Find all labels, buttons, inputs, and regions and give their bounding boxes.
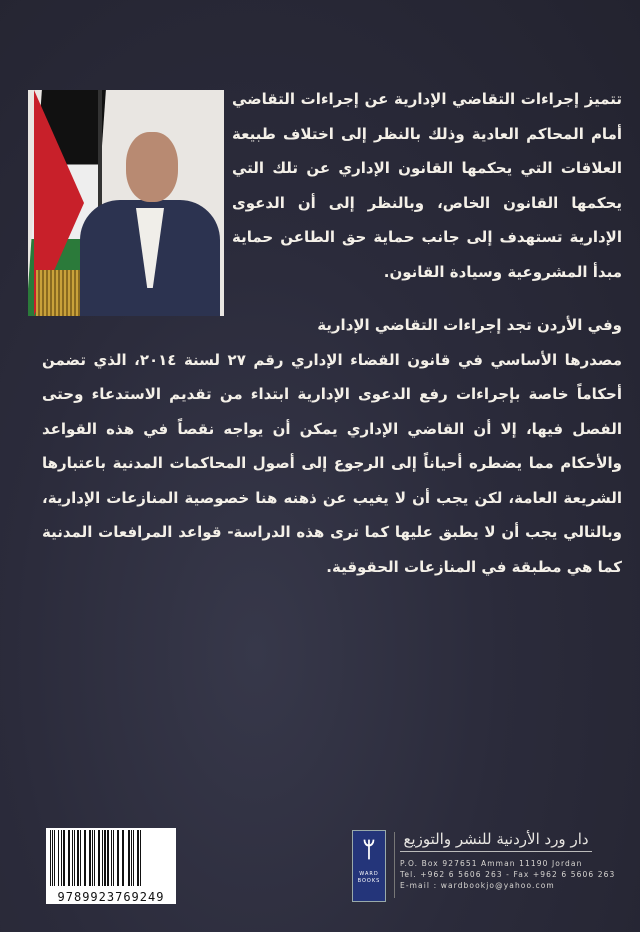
blurb-paragraph-1: تتميز إجراءات التقاضي الإدارية عن إجراءات التقاضي أمام المحاكم العادية وذلك بالنظر إلى اختلاف طبيعة العلاقات التي يحكمها القانون الإداري عن تلك التي يحكمها القانون الخاص، وبالنظر إلى أن الدعوى الإدارية تستهدف إلى جانب حماية حق الطاعن حماية مبدأ المشروعية وسيادة القانون.: [232, 90, 622, 281]
ward-logo-icon: ᛘ: [362, 838, 376, 863]
publisher-info: [400, 830, 616, 891]
blurb-paragraph-2: [42, 308, 622, 584]
divider: [394, 832, 395, 898]
blurb-paragraph-2-body: مصدرها الأساسي في قانون القضاء الإداري رقم ٢٧ لسنة ٢٠١٤، الذي تضمن أحكاماً خاصة بإجراءات رفع الدعوى الإدارية ابتداء من تقديم الاستدعاء وحتى الفصل فيها، إلا أن القاضي الإداري يمكن أن يواجه نقصاً في هذه القواعد والأحكام مما يضطره أحياناً إلى الرجوع إلى أصول المحاكمات المدنية باعتبارها الشريعة العامة، لكن يجب أن لا يغيب عن ذهنه هنا خصوصية المنازعات الإدارية، وبالتالي يجب أن لا يطبق عليها كما ترى هذه الدراسة- قواعد المرافعات المدنية كما هي مطبقة في المنازعات الحقوقية.: [42, 350, 622, 576]
author-photo: [28, 90, 224, 316]
publisher-name: دار ورد الأردنية للنشر والتوزيع: [400, 830, 592, 852]
barcode-bar: [141, 830, 142, 886]
blurb-paragraph-2-start: وفي الأردن تجد إجراءات التقاضي الإدارية: [317, 316, 622, 334]
barcode-bars: [50, 830, 172, 886]
author-head: [126, 132, 178, 202]
publisher-address: P.O. Box 927651 Amman 11190 Jordan: [400, 859, 583, 868]
publisher-email: E-mail : wardbookjo@yahoo.com: [400, 881, 555, 890]
publisher-phone: Tel. +962 6 5606 263 - Fax +962 6 5606 263: [400, 870, 616, 879]
publisher-logo-text: WARD BOOKS: [357, 871, 381, 884]
isbn-number: 9789923769249: [57, 890, 165, 904]
publisher-logo: [352, 830, 386, 902]
isbn-barcode: [46, 828, 176, 904]
